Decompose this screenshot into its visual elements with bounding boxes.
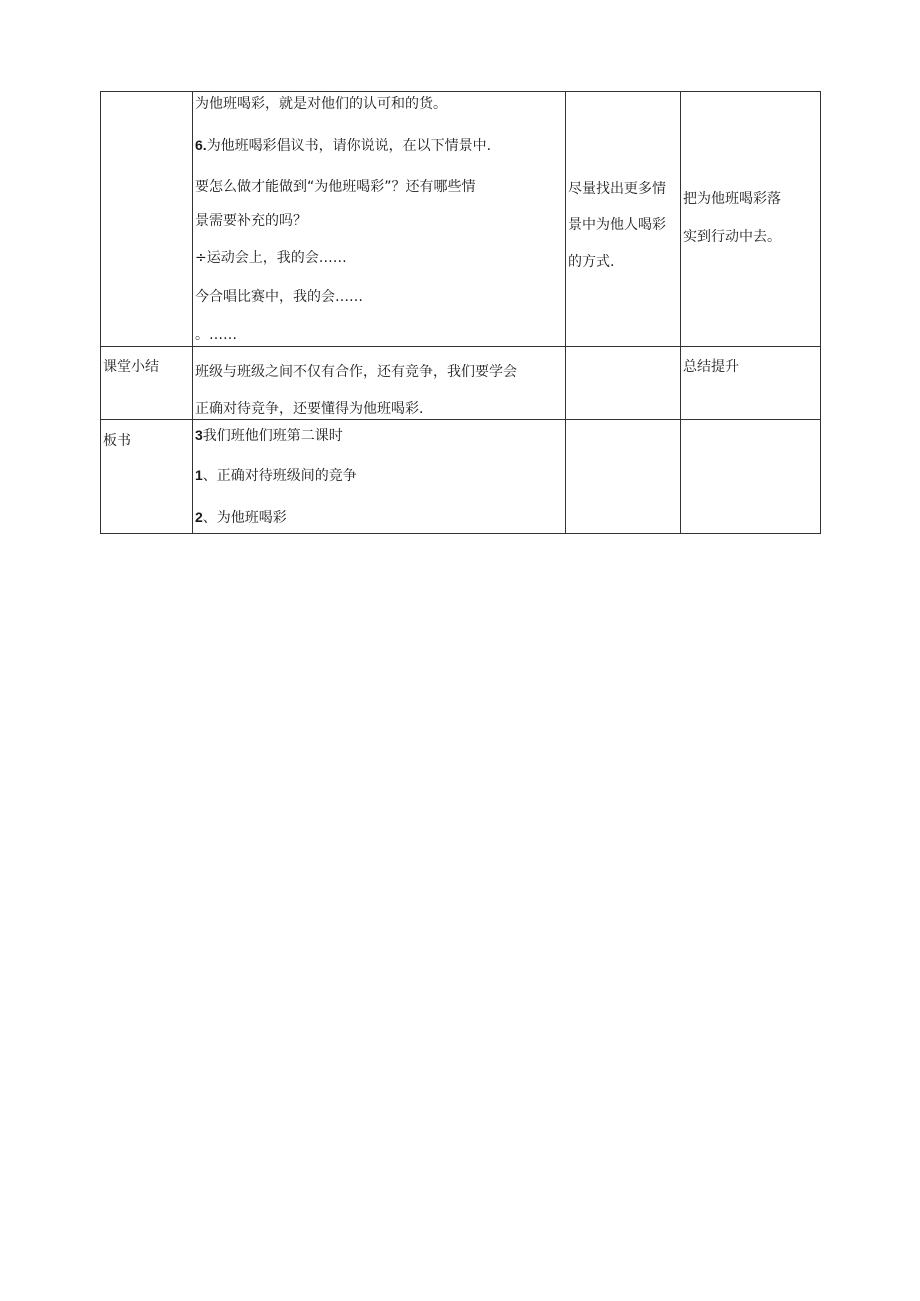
blackboard-line-3: 2、为他班喝彩 [195, 509, 287, 526]
table-row-summary [101, 347, 821, 420]
activity-line-5: ÷运动会上，我的会…… [195, 250, 347, 266]
row3-col4-cell [681, 420, 821, 534]
row1-col3-cell [566, 92, 681, 347]
activity-line-1: 为他班喝彩，就是对他们的认可和的货。 [195, 96, 447, 112]
row3-col3-cell [566, 420, 681, 534]
goal-line-2: 实到行动中去。 [683, 229, 781, 245]
table-row-activity [101, 92, 821, 347]
row1-col1-cell [101, 92, 193, 347]
blackboard-line-1: 3我们班他们班第二课时 [195, 427, 343, 444]
activity-line-3: 要怎么做才能做到“为他班喝彩”？还有哪些情 [195, 179, 476, 195]
summary-line-2: 正确对待竞争，还要懂得为他班喝彩. [195, 401, 424, 417]
row2-col1-cell [101, 347, 193, 420]
activity-line-6: 今合唱比赛中，我的会…… [195, 289, 363, 305]
goal-line-1: 把为他班喝彩落 [683, 191, 781, 207]
row2-col3-cell [566, 347, 681, 420]
blackboard-line-2: 1、正确对待班级间的竞争 [195, 467, 357, 484]
row3-col1-cell [101, 420, 193, 534]
row2-col4-cell [681, 347, 821, 420]
intent-line-3: 的方式. [568, 254, 615, 270]
blackboard-label: 板书 [103, 433, 131, 449]
row3-col2-cell [193, 420, 566, 534]
intent-line-2: 景中为他人喝彩 [568, 217, 666, 233]
row1-col4-cell [681, 92, 821, 347]
activity-line-4: 景需要补充的吗？ [195, 213, 307, 229]
activity-line-2: 6.为他班喝彩倡议书，请你说说，在以下情景中. [195, 137, 492, 154]
summary-goal: 总结提升 [683, 359, 739, 375]
activity-line-7: 。…… [195, 327, 237, 343]
table-row-blackboard [101, 420, 821, 534]
intent-line-1: 尽量找出更多情 [568, 181, 666, 197]
lesson-plan-table [100, 91, 821, 534]
summary-line-1: 班级与班级之间不仅有合作，还有竞争，我们要学会 [195, 364, 517, 380]
row2-col2-cell [193, 347, 566, 420]
summary-label: 课堂小结 [103, 359, 159, 375]
row1-col2-cell [193, 92, 566, 347]
